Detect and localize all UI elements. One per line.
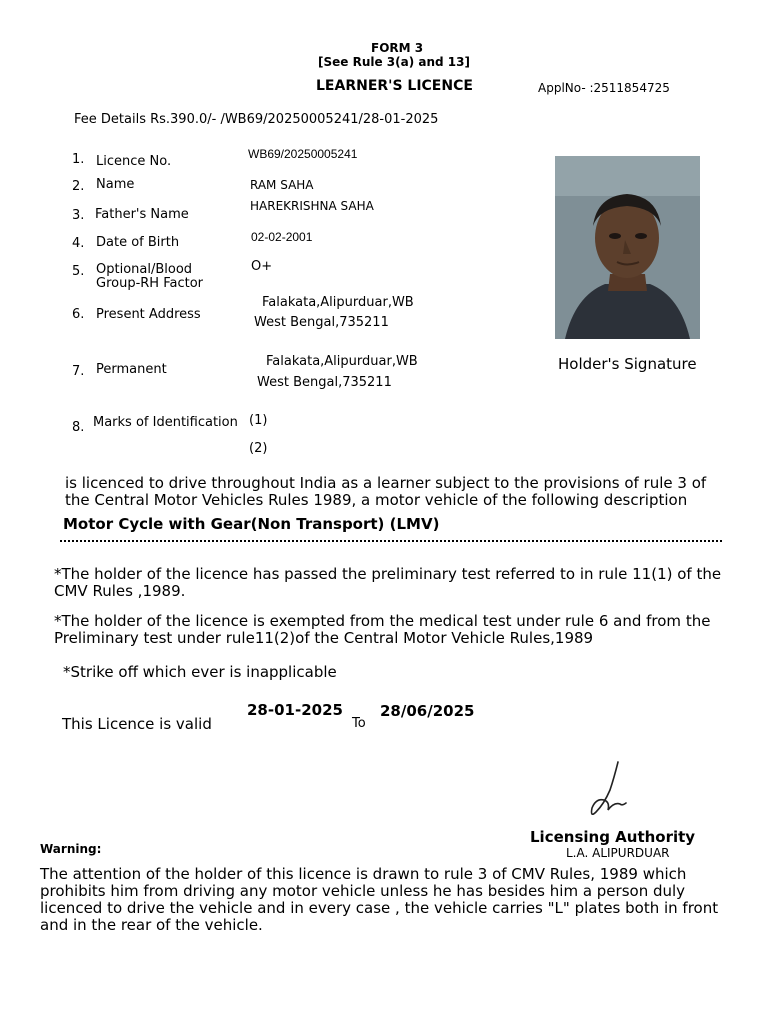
field-label: Date of Birth — [96, 235, 180, 250]
holder-signature-label: Holder's Signature — [558, 355, 697, 373]
name-value: RAM SAHA — [250, 178, 314, 192]
identification-mark-2: (2) — [249, 441, 268, 456]
field-number: 5. — [72, 264, 85, 279]
field-number: 6. — [72, 307, 85, 322]
field-number: 8. — [72, 420, 85, 435]
valid-from-date: 28-01-2025 — [247, 701, 343, 719]
field-label: Present Address — [96, 307, 201, 322]
present-address-line1: Falakata,Alipurduar,WB — [262, 295, 414, 310]
authority-signature — [570, 756, 640, 826]
field-number: 2. — [72, 179, 85, 194]
licensing-authority-office: L.A. ALIPURDUAR — [566, 846, 670, 860]
holder-photo — [555, 156, 700, 339]
note-medical-exemption: *The holder of the licence is exempted from the medical test under rule 6 and from the Preliminary test under rule11(2)of the Central Motor Vehicle Rules,1989 — [54, 612, 711, 647]
field-label: Group-RH Factor — [96, 276, 204, 291]
blood-group-value: O+ — [251, 259, 273, 274]
warning-label: Warning: — [40, 842, 102, 856]
field-number: 3. — [72, 208, 85, 223]
dotted-divider — [60, 538, 722, 542]
note-strike-off: *Strike off which ever is inapplicable — [63, 663, 337, 681]
field-label: Name — [96, 177, 135, 192]
permanent-address-line1: Falakata,Alipurduar,WB — [266, 354, 418, 369]
present-address-line2: West Bengal,735211 — [254, 315, 389, 330]
vehicle-class: Motor Cycle with Gear(Non Transport) (LMV) — [63, 515, 440, 533]
field-number: 7. — [72, 364, 85, 379]
identification-mark-1: (1) — [249, 413, 268, 428]
validity-to-label: To — [352, 716, 366, 731]
warning-text: The attention of the holder of this licence is drawn to rule 3 of CMV Rules, 1989 which prohibits him from driving any motor vehicle unless he has besides him a person duly licenced to drive the vehicle and in every case , the vehicle carries "L" plates both in front and in the rear of the vehicle. — [40, 865, 719, 934]
page-title: LEARNER'S LICENCE — [316, 78, 473, 94]
licence-statement: is licenced to drive throughout India as a learner subject to the provisions of rule 3 of the Central Motor Vehicles Rules 1989, a motor vehicle of the following description — [65, 474, 707, 509]
fee-details: Fee Details Rs.390.0/- /WB69/20250005241/28-01-2025 — [74, 112, 439, 127]
field-label: Permanent — [96, 362, 167, 377]
field-label: Licence No. — [96, 154, 172, 169]
permanent-address-line2: West Bengal,735211 — [257, 375, 392, 390]
dob-value: 02-02-2001 — [251, 230, 313, 244]
validity-label: This Licence is valid — [62, 715, 212, 733]
field-number: 4. — [72, 236, 85, 251]
note-preliminary-test: *The holder of the licence has passed the preliminary test referred to in rule 11(1) of the CMV Rules ,1989. — [54, 565, 722, 600]
field-label: Father's Name — [95, 207, 189, 222]
licence-number-value: WB69/20250005241 — [248, 147, 358, 161]
licensing-authority-title: Licensing Authority — [530, 828, 696, 846]
application-number: ApplNo- :2511854725 — [538, 81, 670, 95]
valid-to-date: 28/06/2025 — [380, 702, 475, 720]
field-label: Optional/Blood — [96, 262, 193, 277]
field-number: 1. — [72, 152, 85, 167]
field-label: Marks of Identification — [93, 415, 238, 430]
rule-reference: [See Rule 3(a) and 13] — [318, 55, 470, 69]
portrait-image — [555, 156, 700, 339]
father-name-value: HAREKRISHNA SAHA — [250, 199, 374, 213]
form-number: FORM 3 — [371, 41, 424, 55]
